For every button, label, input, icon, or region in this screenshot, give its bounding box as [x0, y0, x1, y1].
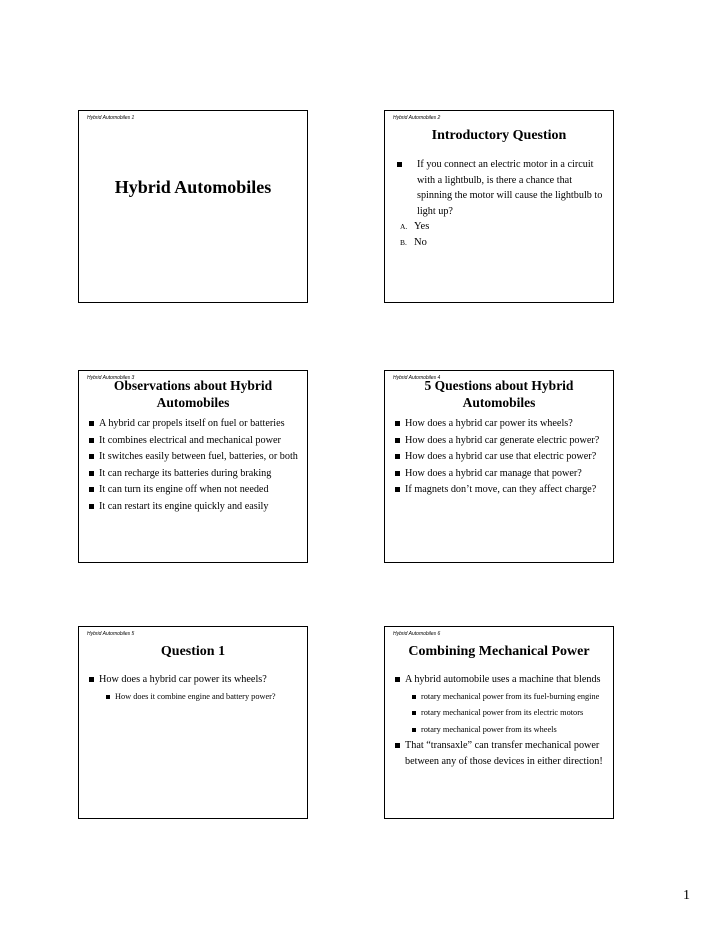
option-text: No — [414, 237, 427, 248]
slide-title: Hybrid Automobiles — [114, 177, 272, 197]
page-number: 1 — [683, 888, 690, 903]
question-bullet: If you connect an electric motor in a circuit with a lightbulb, is there a chance that spinning the motor will cause the lightbulb to light up? — [397, 157, 607, 219]
slide-label: Hybrid Automobiles 4 — [393, 375, 441, 381]
slide-label: Hybrid Automobiles 3 — [87, 375, 135, 381]
slide-6 — [384, 626, 614, 819]
slide-3 — [78, 370, 308, 563]
bullet-list — [395, 672, 607, 769]
option-a — [400, 221, 429, 232]
bullet-list — [89, 416, 301, 515]
list-item: It combines electrical and mechanical power — [89, 433, 301, 450]
slide-label: Hybrid Automobiles 1 — [87, 115, 135, 121]
slide-title: Combining Mechanical Power — [408, 644, 590, 659]
bullet-list — [89, 672, 301, 705]
slide-label: Hybrid Automobiles 2 — [393, 115, 441, 121]
slide-1 — [78, 110, 308, 303]
slide-title-line-2: Automobiles — [156, 395, 230, 410]
slide-2 — [384, 110, 614, 303]
list-item: How does a hybrid car power its wheels? — [89, 672, 301, 689]
option-text: Yes — [414, 221, 430, 232]
list-item: If magnets don’t move, can they affect charge? — [395, 482, 607, 499]
list-item: That “transaxle” can transfer mechanical power between any of those devices in either direction! — [395, 738, 607, 769]
list-item: How does a hybrid car manage that power? — [395, 466, 607, 483]
list-item: How does a hybrid car power its wheels? — [395, 416, 607, 433]
sub-list-item: rotary mechanical power from its wheels — [395, 722, 607, 739]
list-item: It switches easily between fuel, batteries, or both — [89, 449, 301, 466]
list-item: A hybrid car propels itself on fuel or batteries — [89, 416, 301, 433]
sub-list-item: rotary mechanical power from its fuel-burning engine — [395, 689, 607, 706]
option-b — [400, 237, 427, 248]
list-item: It can turn its engine off when not needed — [89, 482, 301, 499]
slide-label: Hybrid Automobiles 5 — [87, 631, 135, 637]
sub-list-item: rotary mechanical power from its electric motors — [395, 705, 607, 722]
slide-title-line-1: 5 Questions about Hybrid — [424, 378, 574, 393]
option-letter: B. — [400, 238, 407, 247]
option-letter: A. — [400, 222, 408, 231]
slide-title-line-2: Automobiles — [462, 395, 536, 410]
list-item: It can restart its engine quickly and easily — [89, 499, 301, 516]
list-item: A hybrid automobile uses a machine that blends — [395, 672, 607, 689]
slide-title-line-1: Observations about Hybrid — [113, 378, 273, 393]
bullet-list — [397, 157, 607, 219]
list-item: How does a hybrid car use that electric power? — [395, 449, 607, 466]
slide-5 — [78, 626, 308, 819]
sub-list-item: How does it combine engine and battery power? — [89, 689, 301, 706]
slide-4 — [384, 370, 614, 563]
slide-title: Introductory Question — [431, 128, 567, 143]
list-item: It can recharge its batteries during braking — [89, 466, 301, 483]
list-item: How does a hybrid car generate electric power? — [395, 433, 607, 450]
bullet-list — [395, 416, 607, 499]
slide-title: Question 1 — [160, 644, 226, 659]
slide-label: Hybrid Automobiles 6 — [393, 631, 441, 637]
